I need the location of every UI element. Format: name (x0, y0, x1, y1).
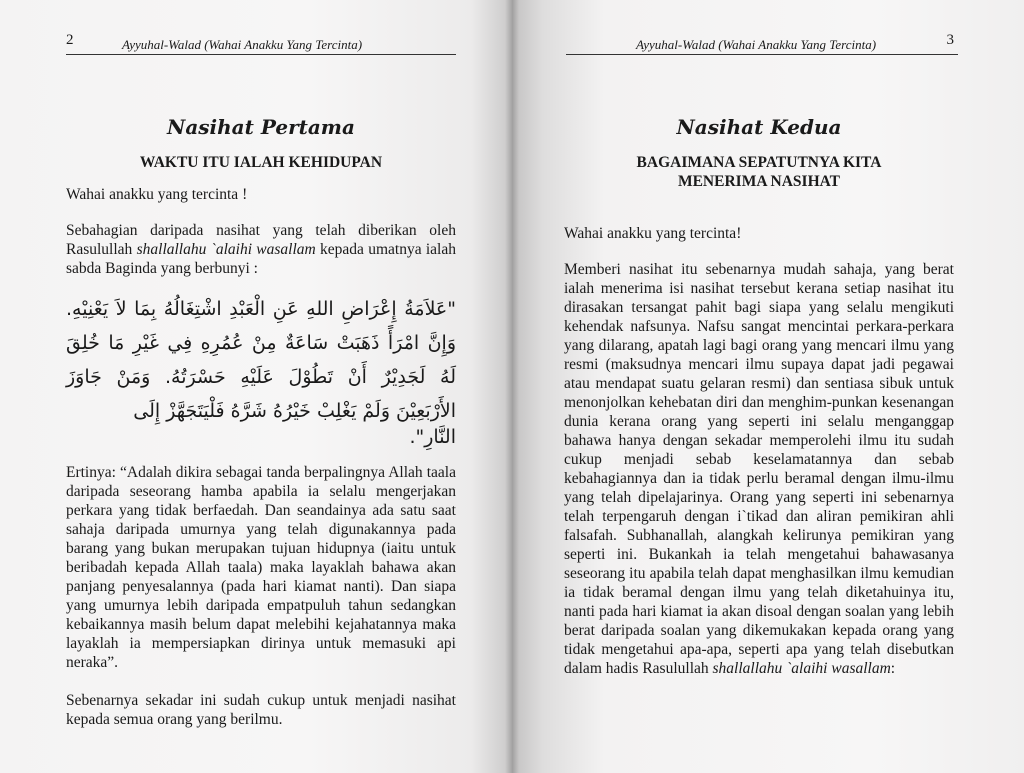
left-greeting: Wahai anakku yang tercinta ! (66, 186, 248, 203)
right-body-italic-salawat: shallallahu `alaihi wasallam (712, 660, 891, 677)
right-running-header (566, 30, 958, 55)
intro-italic-salawat: shallallahu `alaihi wasallam (136, 241, 316, 258)
book-gutter-shadow (505, 0, 519, 773)
right-header-title: Ayyuhal-Walad (Wahai Anakku Yang Tercinta) (636, 37, 877, 52)
left-page-body (66, 115, 456, 729)
intro-text-1: Sebahagian daripada nasihat yang telah diberikan oleh Rasulullah (66, 222, 456, 258)
right-section-subtitle: BAGAIMANA SEPATUTNYA KITA MENERIMA NASIHAT (636, 154, 882, 190)
right-section-title: Nasihat Kedua (676, 115, 842, 139)
intro-text-2: kepada umatnya ialah sabda Baginda yang berbunyi : (66, 241, 456, 277)
arabic-hadith-quote: "عَلاَمَةُ إِعْرَاضِ اللهِ عَنِ الْعَبْدِ اشْتِغَالُهُ بِمَا لاَ يَعْنِيْهِ. وَإِنَّ امْرَأً ذَهَبَتْ سَاعَةٌ مِنْ عُمُرِهِ فِي غَيْرِ مَا خُلِقَ لَهُ لَجَدِيْرٌ أَنْ تَطُوْلَ عَلَيْهِ حَسْرَتُهُ. وَمَنْ جَاوَزَ الأَرْبَعِيْنَ وَلَمْ يَغْلِبْ خَيْرُهُ شَرَّهُ فَلْيَتَجَهَّزْ إِلَى (66, 298, 456, 422)
right-page-number: 3 (946, 32, 954, 48)
right-greeting: Wahai anakku yang tercinta! (564, 225, 742, 242)
right-body-text: Memberi nasihat itu sebenarnya mudah sahaja, yang berat ialah menerima isi nasihat tersebut kerana setiap nasihat itu dirasakan tersangat pahit bagi siapa yang selalu mengikuti kehendak nafsunya. Nafsu sangat mencintai perkara-perkara yang dilarang, apatah lagi bagi orang yang mencari ilmu yang resmi (maksudnya mencari ilmu supaya dapat jadi pegawai atau mendapat suatu gelaran resmi) dan sentiasa sibuk untuk menonjolkan kehebatan diri dan menghim-punkan kesenangan dunia kerana orang yang seperti ini selalu menganggap bahawa hanya dengan sekadar memperolehi ilmu itu sudah cukup menjadi sebab keselamatannya dan sebab kebahagiannya dan ia tidak perlu beramal dengan ilmu-ilmu yang telah dipelajarinya. Orang yang seperti ini sebenarnya telah terpengaruh dengan i`tikad dan aliran pemikiran ahli falsafah. Subhanallah, alangkah kelirunya pemikiran yang seperti ini. Bukankah ia telah mengetahui bahawasanya seseorang itu apabila telah dapat menghasilkan ilmu kemudian ia tidak beramal dengan ilmu yang telah diketahuinya itu, nanti pada hari kiamat ia akan disoal dengan soalan yang lebih berat daripada soalan yang dikemukakan kepada orang yang tidak mengetahui apa-apa, seperti apa yang telah disebutkan dalam hadis Rasulullah (564, 261, 954, 677)
arabic-hadith-end: النَّارِ". (409, 426, 456, 448)
left-translation-paragraph: Ertinya: “Adalah dikira sebagai tanda berpalingnya Allah taala daripada seseorang hamba apabila ia selalu mengerjakan perkara yang tidak berfaedah. Dan seandainya ada satu saat sahaja daripada umurnya yang telah digunakannya pada barang yang bukan merupakan tujuan hidupnya (iaitu untuk beribadah kepada Allah taala) maka layaklah bahawa akan panjang penyesalannya (pada hari kiamat nanti). Dan siapa yang umurnya lebih daripada empatpuluh tahun sedangkan kebaikannya masih belum dapat melebihi kejahatannya maka layaklah ia mempersiapkan dirinya untuk memasuki api neraka”. (66, 464, 456, 671)
left-closing-paragraph: Sebenarnya sekadar ini sudah cukup untuk menjadi nasihat kepada semua orang yang berilmu. (66, 692, 456, 728)
right-page-body (564, 115, 954, 678)
left-section-title: Nasihat Pertama (167, 115, 355, 139)
left-running-header (66, 30, 456, 55)
right-page (512, 0, 1024, 773)
right-body-paragraph (564, 260, 954, 678)
right-body-end: : (890, 660, 896, 677)
left-section-subtitle: WAKTU ITU IALAH KEHIDUPAN (139, 154, 383, 171)
left-intro-paragraph (66, 221, 456, 278)
left-page-number: 2 (66, 32, 74, 48)
left-header-title: Ayyuhal-Walad (Wahai Anakku Yang Tercinta) (122, 37, 363, 52)
